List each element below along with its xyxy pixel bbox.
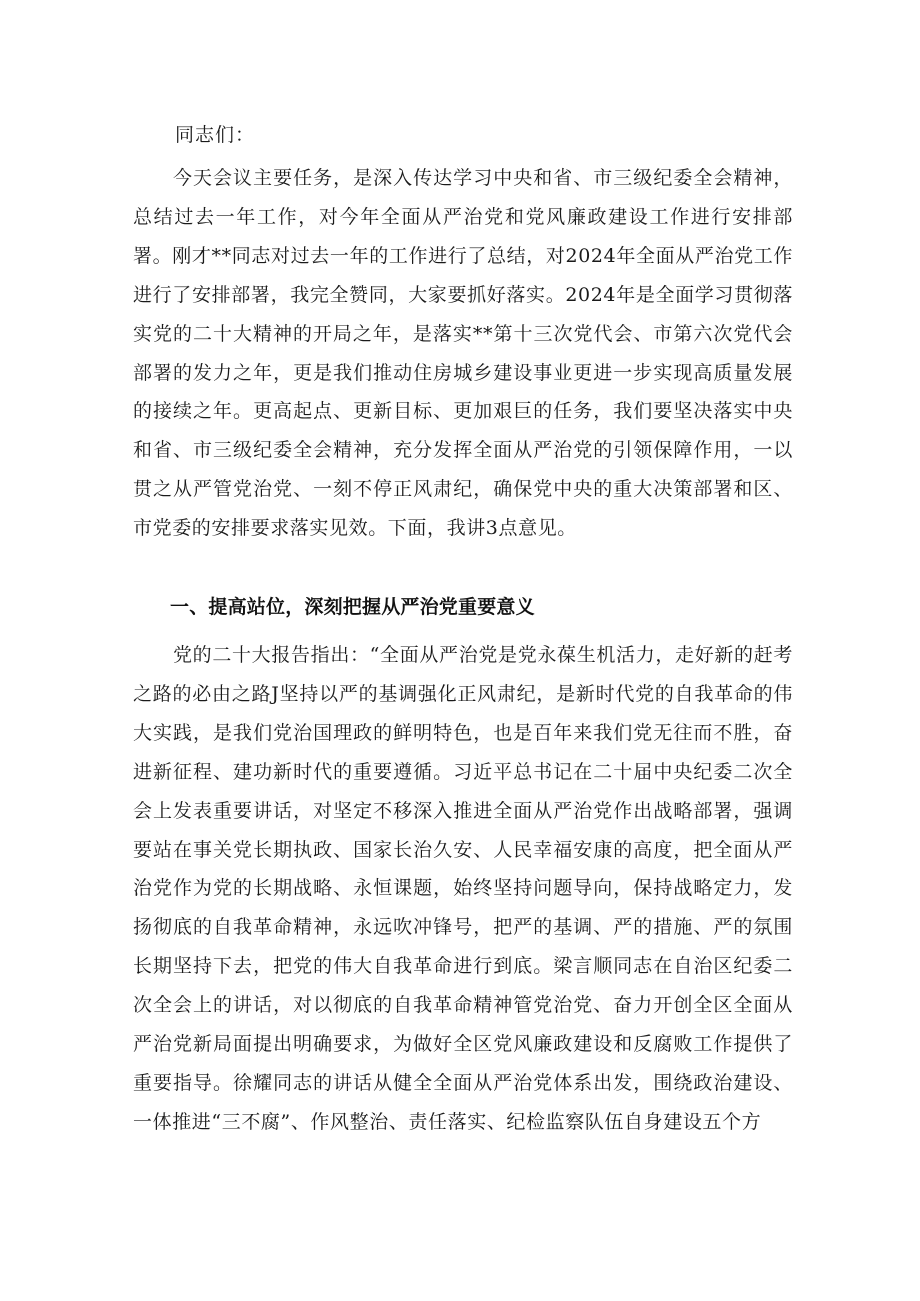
section-paragraph-block: [133, 636, 793, 1142]
section-heading: 一、提高站位，深刻把握从严治党重要意义: [170, 596, 535, 618]
section-paragraph: 党的二十大报告指出：“全面从严治党是党永葆生机活力，走好新的赶考之路的必由之路J坚持以严的基调强化正风肃纪，是新时代党的自我革命的伟大实践，是我们党治国理政的鲜明特色，也是百年来我们党无往而不胜，奋进新征程、建功新时代的重要遵循。习近平总书记在二十届中央纪委二次全会上发表重要讲话，对坚定不移深入推进全面从严治党作出战略部署，强调要站在事关党长期执政、国家长治久安、人民幸福安康的高度，把全面从严治党作为党的长期战略、永恒课题，始终坚持问题导向，保持战略定力，发扬彻底的自我革命精神，永远吹冲锋号，把严的基调、严的措施、严的氛围长期坚持下去，把党的伟大自我革命进行到底。梁言顺同志在自治区纪委二次全会上的讲话，对以彻底的自我革命精神管党治党、奋力开创全区全面从严治党新局面提出明确要求，为做好全区党风廉政建设和反腐败工作提供了重要指导。徐耀同志的讲话从健全全面从严治党体系出发，围绕政治建设、一体推进“三不腐”、作风整治、责任落实、纪检监察队伍自身建设五个方: [133, 644, 793, 1133]
intro-paragraph: 今天会议主要任务，是深入传达学习中央和省、市三级纪委全会精神，总结过去一年工作，对今年全面从严治党和党风廉政建设工作进行安排部署。刚才**同志对过去一年的工作进行了总结，对2024年全面从严治党工作进行了安排部署，我完全赞同，大家要抓好落实。2024年是全面学习贯彻落实党的二十大精神的开局之年，是落实**第十三次党代会、市第六次党代会部署的发力之年，更是我们推动住房城乡建设事业更进一步实现高质量发展的接续之年。更高起点、更新目标、更加艰巨的任务，我们要坚决落实中央和省、市三级纪委全会精神，充分发挥全面从严治党的引领保障作用，一以贯之从严管党治党、一刻不停正风肃纪，确保党中央的重大决策部署和区、市党委的安排要求落实见效。下面，我讲3点意见。: [133, 167, 793, 540]
intro-paragraph-block: [133, 159, 793, 548]
salutation: 同志们：: [175, 124, 256, 146]
